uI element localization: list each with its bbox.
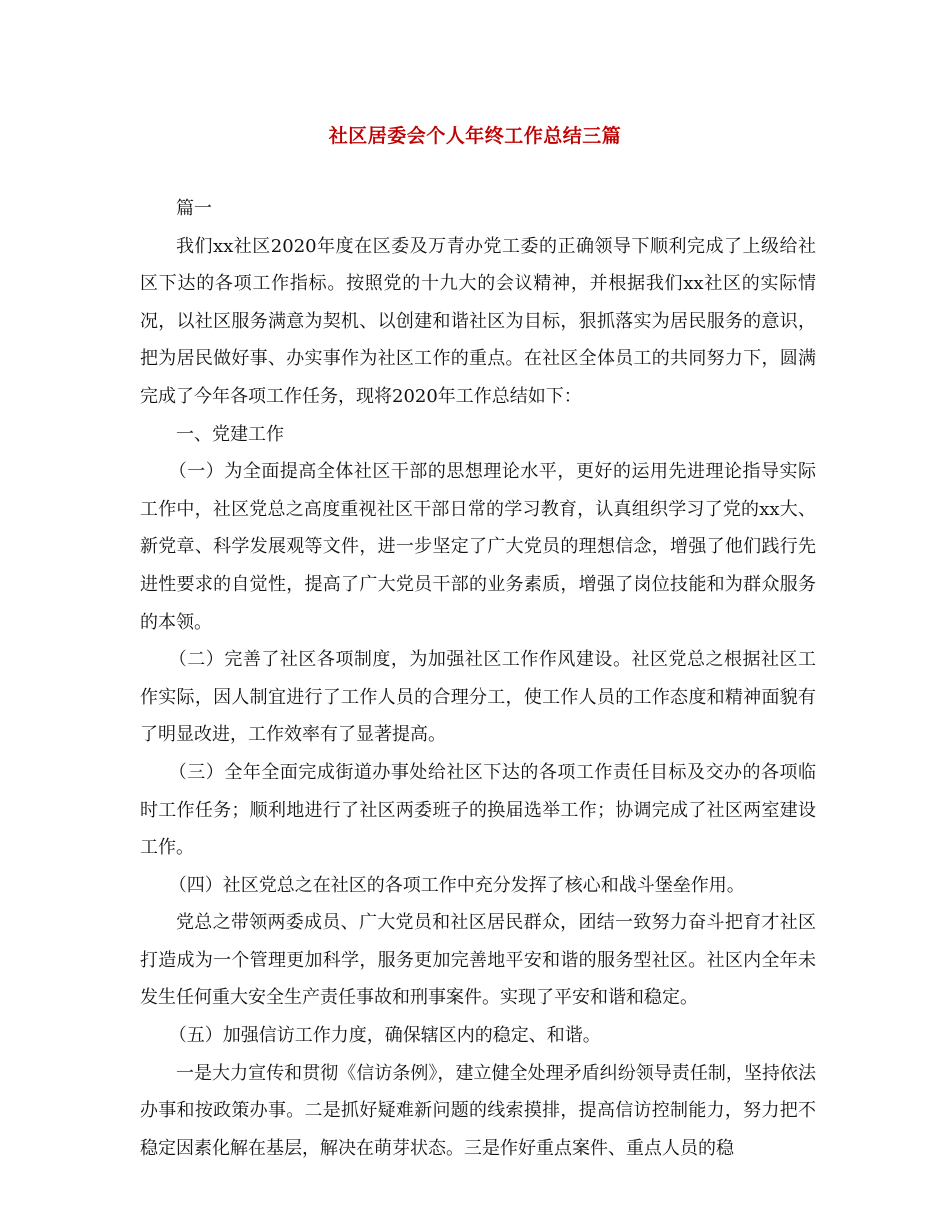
paragraph-item-5: （五）加强信访工作力度，确保辖区内的稳定、和谐。	[168, 1025, 601, 1047]
paragraph-item-1: （一）为全面提高全体社区干部的思想理论水平，更好的运用先进理论指导实际工作中，社区党总之高度重视社区干部日常的学习教育，认真组织学习了党的xx大、新党章、科学发展观等文件，进一步坚定了广大党员的理想信念，增强了他们践行先进性要求的自觉性，提高了广大党员干部的业务素质，增强了岗位技能和为群众服务的本领。	[140, 461, 816, 633]
paragraph-item-5-detail: 一是大力宣传和贯彻《信访条例》，建立健全处理矛盾纠纷领导责任制，坚持依法办事和按政策办事。二是抓好疑难新问题的线索摸排，提高信访控制能力，努力把不稳定因素化解在基层，解决在萌芽状态。三是作好重点案件、重点人员的稳	[140, 1062, 816, 1159]
section-label: 篇一	[176, 198, 212, 219]
document-title: 社区居委会个人年终工作总结三篇	[328, 125, 622, 147]
section-heading: 一、党建工作	[176, 423, 284, 445]
paragraph-intro: 我们xx社区2020年度在区委及万青办党工委的正确领导下顺利完成了上级给社区下达的各项工作指标。按照党的十九大的会议精神，并根据我们xx社区的实际情况，以社区服务满意为契机、以创建和谐社区为目标，狠抓落实为居民服务的意识，把为居民做好事、办实事作为社区工作的重点。在社区全体员工的共同努力下，圆满完成了今年各项工作任务，现将2020年工作总结如下：	[140, 235, 816, 407]
paragraph-item-3: （三）全年全面完成街道办事处给社区下达的各项工作责任目标及交办的各项临时工作任务；顺利地进行了社区两委班子的换届选举工作；协调完成了社区两室建设工作。	[140, 761, 816, 859]
document-body	[140, 190, 816, 1167]
paragraph-item-4: （四）社区党总之在社区的各项工作中充分发挥了核心和战斗堡垒作用。	[168, 874, 745, 896]
paragraph-item-4-detail: 党总之带领两委成员、广大党员和社区居民群众，团结一致努力奋斗把育才社区打造成为一个管理更加科学，服务更加完善地平安和谐的服务型社区。社区内全年未发生任何重大安全生产责任事故和刑事案件。实现了平安和谐和稳定。	[140, 912, 816, 1009]
paragraph-item-2: （二）完善了社区各项制度，为加强社区工作作风建设。社区党总之根据社区工作实际，因人制宜进行了工作人员的合理分工，使工作人员的工作态度和精神面貌有了明显改进，工作效率有了显著提高。	[140, 649, 816, 746]
